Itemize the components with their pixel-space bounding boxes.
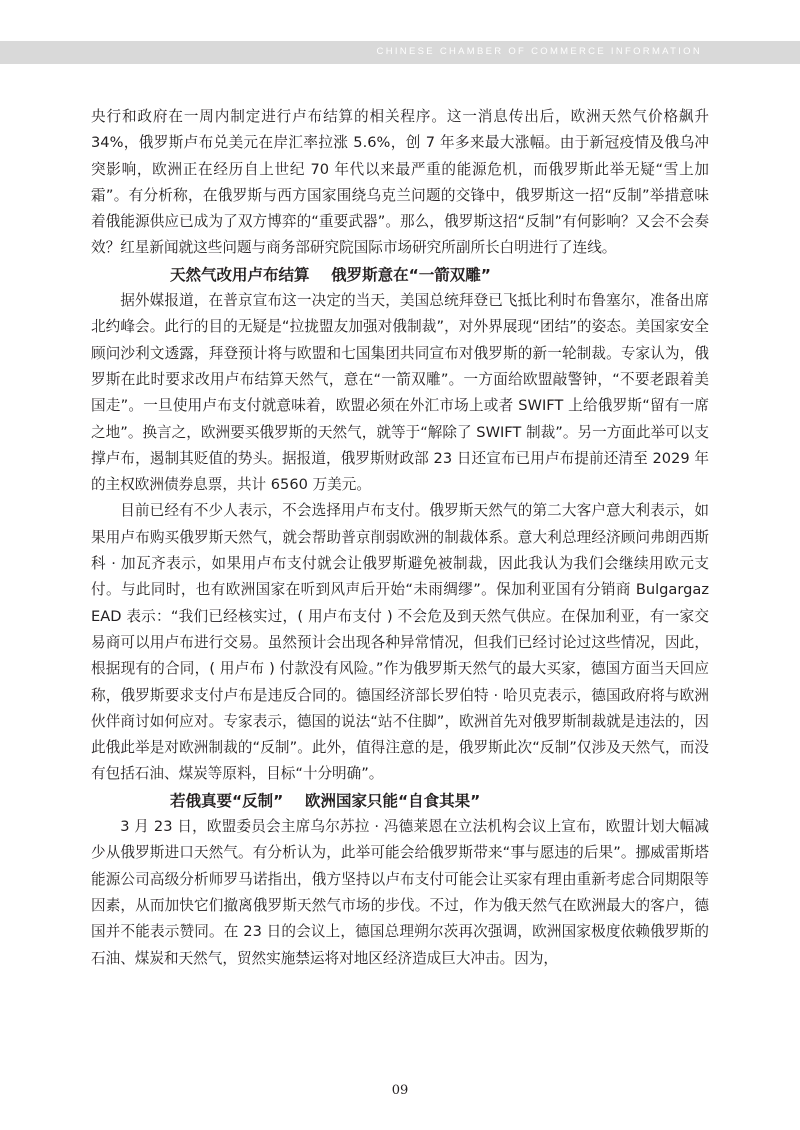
publication-title: CHINESE CHAMBER OF COMMERCE INFORMATION bbox=[376, 46, 702, 57]
paragraph-section1-continued: 目前已经有不少人表示，不会选择用卢布支付。俄罗斯天然气的第二大客户意大利表示，如果用卢布购买俄罗斯天然气，就会帮助普京削弱欧洲的制裁体系。意大利总理经济顾问弗朗西斯科 · 加瓦齐表示，如果用卢布支付就会让俄罗斯避免被制裁，因此我认为我们会继续用欧元支付。与此同时，也有欧洲国家在听到风声后开始“未雨绸缪”。保加利亚国有分销商 Bulgargaz EAD 表示：“我们已经核实过，( 用卢布支付 ) 不会危及到天然气供应。在保加利亚，有一家交易商可以用卢布进行交易。虽然预计会出现各种异常情况，但我们已经讨论过这些情况，因此，根据现有的合同，( 用卢布 ) 付款没有风险。”作为俄罗斯天然气的最大买家，德国方面当天回应称，俄罗斯要求支付卢布是违反合同的。德国经济部长罗伯特 · 哈贝克表示，德国政府将与欧洲伙伴商讨如何应对。专家表示，德国的说法“站不住脚”，欧洲首先对俄罗斯制裁就是违法的，因此俄此举是对欧洲制裁的“反制”。此外，值得注意的是，俄罗斯此次“反制”仅涉及天然气，而没有包括石油、煤炭等原料，目标“十分明确”。 bbox=[91, 502, 709, 783]
article-body bbox=[91, 104, 709, 972]
page-number: 09 bbox=[391, 1083, 409, 1098]
header-band bbox=[0, 41, 800, 64]
paragraph-section1: 据外媒报道，在普京宣布这一决定的当天，美国总统拜登已飞抵比利时布鲁塞尔，准备出席北约峰会。此行的目的无疑是“拉拢盟友加强对俄制裁”，对外界展现“团结”的姿态。美国家安全顾问沙利文透露，拜登预计将与欧盟和七国集团共同宣布对俄罗斯的新一轮制裁。专家认为，俄罗斯在此时要求改用卢布结算天然气，意在“一箭双雕”。一方面给欧盟敲警钟，“不要老跟着美国走”。一旦使用卢布支付就意味着，欧盟必须在外汇市场上或者 SWIFT 上给俄罗斯“留有一席之地”。换言之，欧洲要买俄罗斯的天然气，就等于“解除了 SWIFT 制裁”。另一方面此举可以支撑卢布，遏制其贬值的势头。据报道，俄罗斯财政部 23 日还宣布已用卢布提前还清至 2029 年的主权欧洲债券息票，共计 6560 万美元。 bbox=[91, 292, 709, 494]
section-heading-1: 天然气改用卢布结算 俄罗斯意在“一箭双雕” bbox=[170, 265, 491, 284]
section-heading-2: 若俄真要“反制” 欧洲国家只能“自食其果” bbox=[170, 791, 481, 810]
paragraph-section2: 3 月 23 日，欧盟委员会主席乌尔苏拉 · 冯德莱恩在立法机构会议上宣布，欧盟计划大幅减少从俄罗斯进口天然气。有分析认为，此举可能会给俄罗斯带来“事与愿违的后果”。挪威雷斯塔能源公司高级分析师罗马诺指出，俄方坚持以卢布支付可能会让买家有理由重新考虑合同期限等因素，从而加快它们撤离俄罗斯天然气市场的步伐。不过，作为俄天然气在欧洲最大的客户，德国并不能表示赞同。在 23 日的会议上，德国总理朔尔茨再次强调，欧洲国家极度依赖俄罗斯的石油、煤炭和天然气，贸然实施禁运将对地区经济造成巨大冲击。因为， bbox=[91, 818, 709, 967]
paragraph-intro: 央行和政府在一周内制定进行卢布结算的相关程序。这一消息传出后，欧洲天然气价格飙升34%，俄罗斯卢布兑美元在岸汇率拉涨 5.6%，创 7 年多来最大涨幅。由于新冠疫情及俄乌冲突影响，欧洲正在经历自上世纪 70 年代以来最严重的能源危机，而俄罗斯此举无疑“雪上加霜”。有分析称，在俄罗斯与西方国家围绕乌克兰问题的交锋中，俄罗斯这一招“反制”举措意味着俄能源供应已成为了双方博弈的“重要武器”。那么，俄罗斯这招“反制”有何影响？又会不会奏效？红星新闻就这些问题与商务部研究院国际市场研究所副所长白明进行了连线。 bbox=[91, 108, 709, 257]
